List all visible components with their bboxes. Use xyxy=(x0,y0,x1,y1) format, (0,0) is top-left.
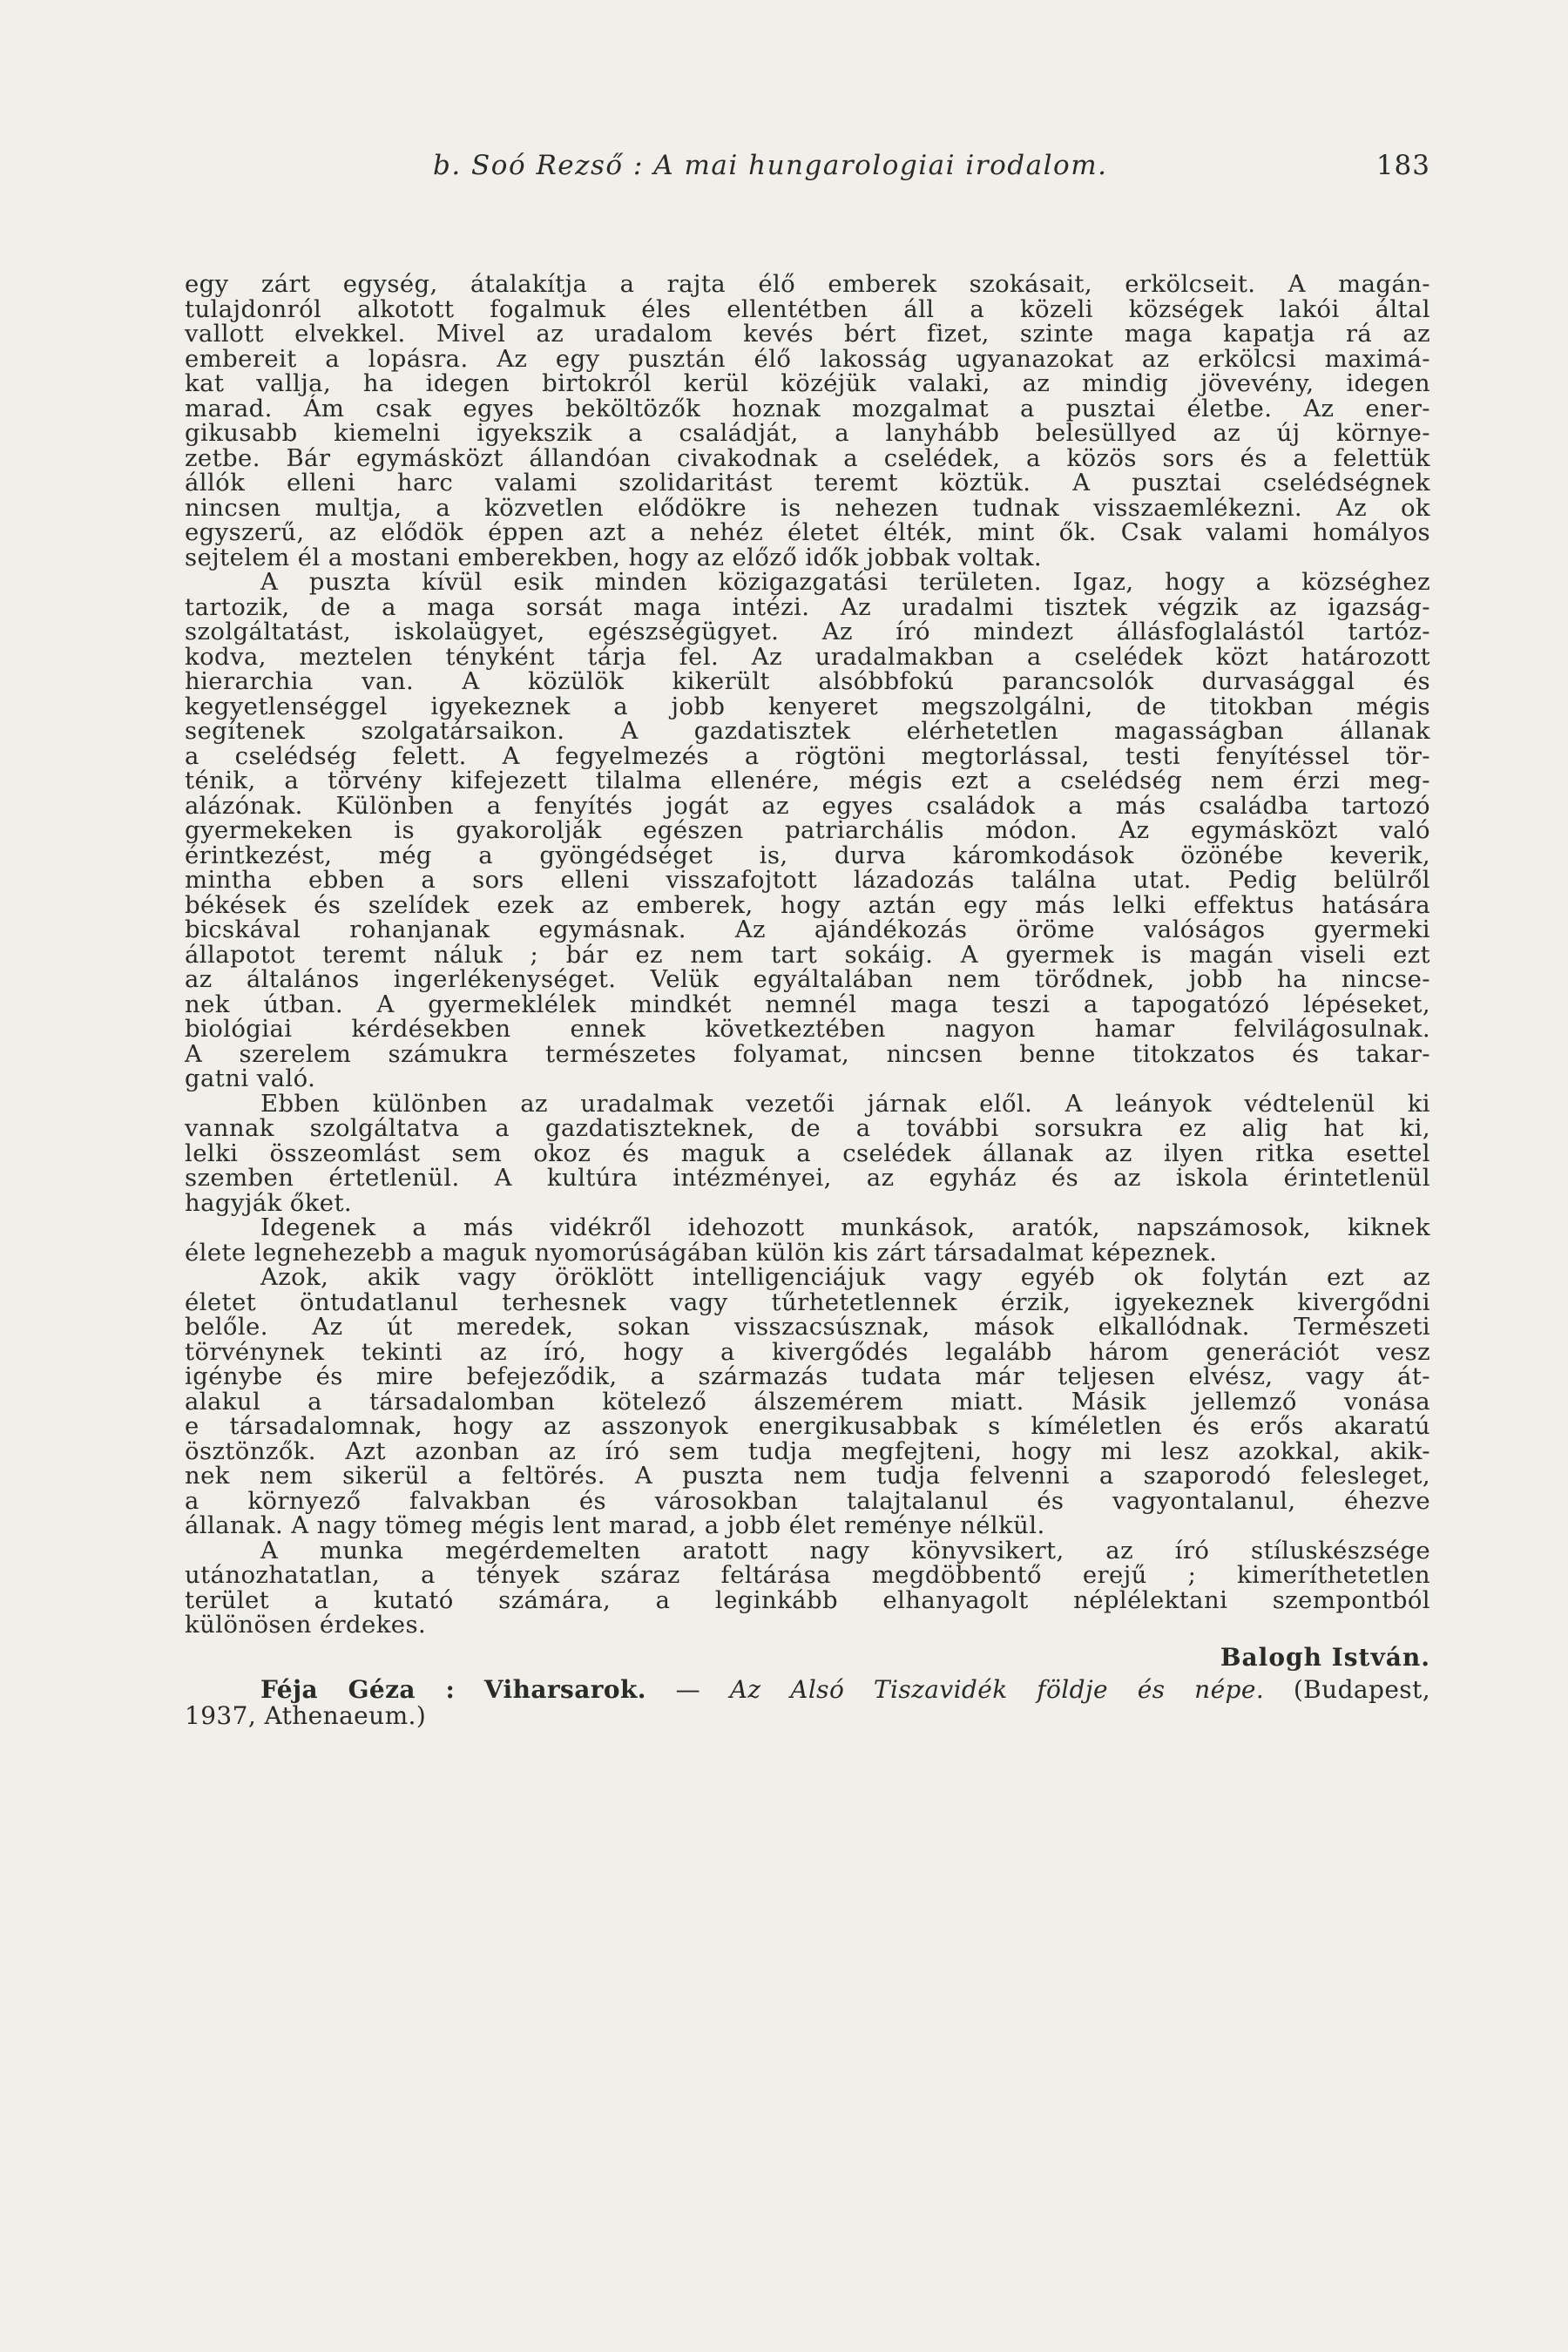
text-line: hagyják őket. xyxy=(185,1188,353,1217)
text-line: nincsen multja, a közvetlen elődökre is nehezen tudnak visszaemlékezni. Az ok xyxy=(185,493,1430,522)
text-line: kegyetlenséggel igyekeznek a jobb kenyeret megszolgálni, de titokban mégis xyxy=(185,692,1430,720)
text-line: nek útban. A gyermeklélek mindkét nemnél maga teszi a tapogatózó lépéseket, xyxy=(185,990,1430,1018)
text-line: tartozik, de a maga sorsát maga intézi. Az uradalmi tisztek végzik az igazság- xyxy=(185,592,1430,621)
running-head xyxy=(185,150,1430,192)
text-line: hierarchia van. A közülök kikerült alsóbbfokú parancsolók durvasággal és xyxy=(185,667,1430,695)
page-number: 183 xyxy=(1375,150,1430,181)
text-line: a cselédség felett. A fegyelmezés a rögtöni megtorlással, testi fenyítéssel tör- xyxy=(185,741,1430,770)
text-line: mintha ebben a sors elleni visszafojtott lázadozás találna utat. Pedig belülről xyxy=(185,866,1430,894)
text-line: vallott elvekkel. Mivel az uradalom kevés bért fizet, szinte maga kapatja rá az xyxy=(185,320,1430,348)
review-publication-end: 1937, Athenaeum.) xyxy=(185,1700,427,1730)
review-title: Viharsarok. xyxy=(483,1674,646,1704)
text-line: segítenek szolgatársaikon. A gazdatisztek elérhetetlen magasságban állanak xyxy=(185,717,1430,745)
text-line: igénybe és mire befejeződik, a származás tudata már teljesen elvész, vagy át- xyxy=(185,1362,1430,1390)
text-line: vannak szolgáltatva a gazdatiszteknek, de a további sorsukra ez alig hat ki, xyxy=(185,1114,1430,1142)
text-line: lelki összeomlást sem okoz és maguk a cselédek állanak az ilyen ritka esettel xyxy=(185,1139,1430,1167)
text-line: alakul a társadalomban kötelező álszemérem miatt. Másik jellemző vonása xyxy=(185,1387,1430,1416)
text-line: embereit a lopásra. Az egy pusztán élő lakosság ugyanazokat az erkölcsi maximá- xyxy=(185,344,1430,373)
text-line: nek nem sikerül a feltörés. A puszta nem tudja felvenni a szaporodó felesleget, xyxy=(185,1462,1430,1490)
running-title: b. Soó Rezső : A mai hungarologiai irodalom. xyxy=(433,150,1108,181)
text-line: sejtelem él a mostani emberekben, hogy az előző idők jobbak voltak. xyxy=(185,543,1043,571)
text-line: egyszerű, az elődök éppen azt a nehéz életet élték, mint ők. Csak valami homályos xyxy=(185,518,1430,546)
review-citation xyxy=(185,1674,1431,1704)
body-text xyxy=(185,272,1430,1729)
text-line: alázónak. Különben a fenyítés jogát az egyes családok a más családba tartozó xyxy=(185,791,1430,820)
text-line: kodva, meztelen tényként tárja fel. Az uradalmakban a cselédek közt határozott xyxy=(185,642,1430,671)
text-line: a környező falvakban és városokban talajtalanul és vagyontalanul, éhezve xyxy=(185,1486,1430,1515)
text-line: ténik, a törvény kifejezett tilalma ellenére, mégis ezt a cselédség nem érzi meg- xyxy=(185,767,1430,794)
text-line: bicskával rohanjanak egymásnak. Az ajándékozás öröme valóságos gyermeki xyxy=(185,916,1430,943)
text-line: életet öntudatlanul terhesnek vagy tűrhetetlennek érzik, igyekeznek kivergődni xyxy=(185,1288,1430,1316)
text-line: gikusabb kiemelni igyekszik a családját, a lanyhább belesüllyed az új környe- xyxy=(185,419,1430,447)
text-line: kat vallja, ha idegen birtokról kerül közéjük valaki, az mindig jövevény, idegen xyxy=(185,369,1430,397)
text-line: állapotot teremt náluk ; bár ez nem tart sokáig. A gyermek is magán viseli ezt xyxy=(185,940,1430,969)
review-subtitle: Az Alsó Tiszavidék földje és népe. xyxy=(729,1674,1265,1704)
text-line: utánozhatatlan, a tények száraz feltárása megdöbbentő erejű ; kimeríthetetlen xyxy=(185,1561,1430,1589)
text-line: állók elleni harc valami szolidaritást teremt köztük. A pusztai cselédségnek xyxy=(185,469,1430,497)
reviewer-signature: Balogh István. xyxy=(1220,1642,1430,1672)
text-line: Idegenek a más vidékről idehozott munkások, aratók, napszámosok, kiknek xyxy=(260,1213,1430,1241)
text-line: békések és szelídek ezek az emberek, hogy aztán egy más lelki effektus hatására xyxy=(185,890,1430,919)
text-line: az általános ingerlékenységet. Velük egyáltalában nem törődnek, jobb ha nincse- xyxy=(185,965,1430,993)
text-line: gatni való. xyxy=(185,1064,316,1092)
text-line: marad. Ám csak egyes beköltözők hoznak mozgalmat a pusztai életbe. Az ener- xyxy=(185,394,1430,422)
text-line: gyermekeken is gyakorolják egészen patriarchális módon. Az egymásközt való xyxy=(185,816,1430,844)
text-line: állanak. A nagy tömeg mégis lent marad, a jobb élet reménye nélkül. xyxy=(185,1511,1045,1539)
text-line: zetbe. Bár egymásközt állandóan civakodnak a cselédek, a közös sors és a felettük xyxy=(185,443,1430,472)
text-line: A puszta kívül esik minden közigazgatási területen. Igaz, hogy a községhez xyxy=(260,568,1430,596)
text-line: különösen érdekes. xyxy=(185,1611,427,1639)
review-dash: — xyxy=(675,1674,701,1704)
text-line: törvénynek tekinti az író, hogy a kivergődés legalább három generációt vesz xyxy=(185,1337,1430,1366)
text-line: A munka megérdemelten aratott nagy könyvsikert, az író stíluskészsége xyxy=(260,1536,1430,1565)
text-line: terület a kutató számára, a leginkább elhanyagolt néplélektani szempontból xyxy=(185,1585,1430,1614)
text-lines xyxy=(185,272,1430,1638)
text-line: biológiai kérdésekben ennek következtében nagyon hamar felvilágosulnak. xyxy=(185,1015,1430,1043)
text-line: belőle. Az út meredek, sokan visszacsúsznak, mások elkallódnak. Természeti xyxy=(185,1313,1430,1341)
text-line: e társadalomnak, hogy az asszonyok energikusabbak s kíméletlen és erős akaratú xyxy=(185,1412,1430,1440)
text-line: élete legnehezebb a maguk nyomorúságában külön kis zárt társadalmat képeznek. xyxy=(185,1238,1218,1267)
review-publication-start: (Budapest, xyxy=(1293,1674,1431,1704)
text-line: Azok, akik vagy öröklött intelligenciájuk vagy egyéb ok folytán ezt az xyxy=(260,1263,1430,1291)
text-line: A szerelem számukra természetes folyamat, nincsen benne titokzatos és takar- xyxy=(185,1039,1430,1068)
text-line: egy zárt egység, átalakítja a rajta élő emberek szokásait, erkölcseit. A magán- xyxy=(185,270,1430,298)
text-line: szemben értetlenül. A kultúra intézményei, az egyház és az iskola érintetlenül xyxy=(185,1164,1430,1192)
review-author: Féja Géza : xyxy=(260,1674,456,1704)
text-line: Ebben különben az uradalmak vezetői járnak elől. A leányok védtelenül ki xyxy=(260,1089,1430,1118)
text-line: szolgáltatást, iskolaügyet, egészségügyet. Az író mindezt állásfoglalástól tartóz- xyxy=(185,618,1430,645)
text-line: érintkezést, még a gyöngédséget is, durva káromkodások özönébe keverik, xyxy=(185,841,1430,869)
text-line: ösztönzők. Azt azonban az író sem tudja megfejteni, hogy mi lesz azokkal, akik- xyxy=(185,1436,1430,1465)
text-line: tulajdonról alkotott fogalmuk éles ellentétben áll a közeli községek lakói által xyxy=(185,294,1430,323)
